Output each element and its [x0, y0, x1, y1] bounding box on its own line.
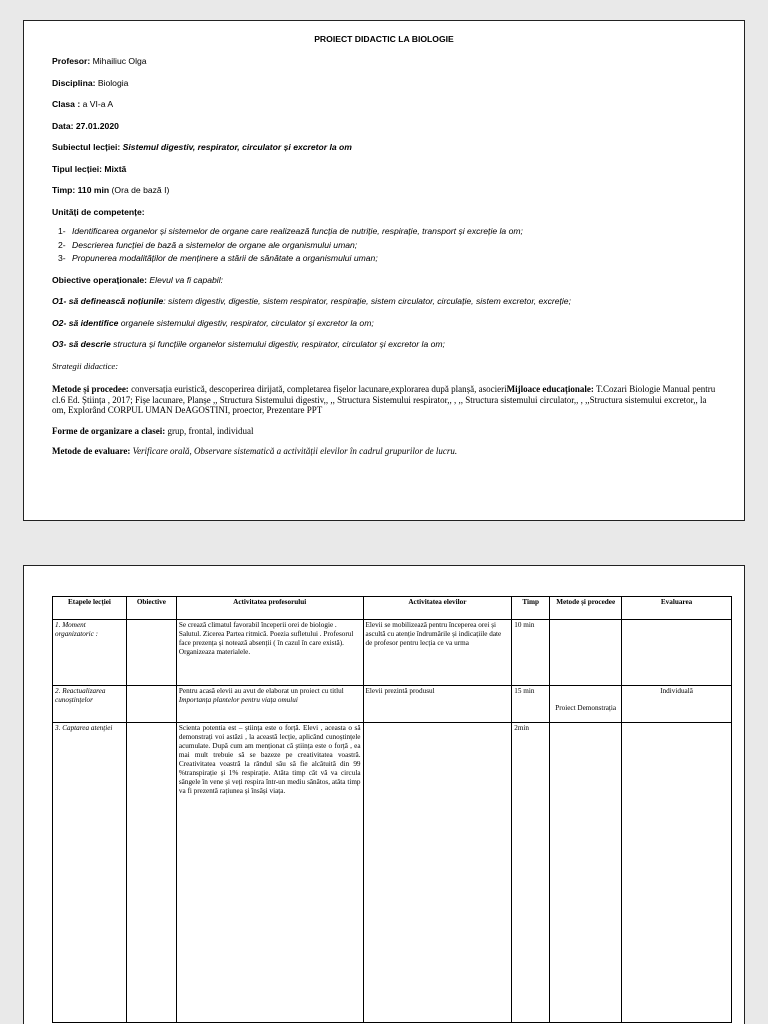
- page-1: [23, 20, 745, 521]
- metode-cell: [550, 620, 622, 686]
- metode-block: [52, 384, 716, 457]
- disciplina-value: Biologia: [95, 77, 129, 88]
- clasa-label: Clasa :: [52, 99, 81, 109]
- tip-value: Mixtă: [101, 163, 127, 174]
- table-header-row: [53, 597, 732, 620]
- obiective-intro: Elevul va fi capabil:: [147, 274, 223, 285]
- tip-line: [52, 164, 716, 186]
- competenta-item: 3- Propunerea modalităților de menținere a stării de sănătate a organismului uman;: [58, 253, 378, 263]
- o2-line: [52, 318, 716, 340]
- strategii-line: Strategii didactice:: [52, 360, 119, 371]
- profesor-value: Mihailiuc Olga: [90, 56, 147, 66]
- obiective-label: Obiective operaționale:: [52, 274, 148, 285]
- obiective-cell: [126, 723, 176, 1023]
- data-label: Data: 27.01.2020: [52, 120, 119, 131]
- column-header: Timp: [512, 597, 550, 620]
- o1-text: : sistem digestiv, digestie, sistem respirator, respirație, sistem circulator, circulație, sistem excretor, excreție;: [163, 296, 571, 306]
- competenta-item: 1- Identificarea organelor și sistemelor de organe care realizează funcția de nutriție, respirație, transport și excreție la om;: [58, 226, 523, 236]
- column-header: Activitatea elevilor: [363, 597, 512, 620]
- clasa-line: [52, 99, 716, 121]
- o3-code: O3- să descrie: [52, 339, 111, 349]
- competente-list: [58, 226, 716, 267]
- subiect-label: Subiectul lecției:: [52, 142, 121, 152]
- column-header: Etapele lecției: [53, 597, 127, 620]
- evaluare-cell: Individuală: [622, 686, 732, 723]
- o3-line: [52, 339, 716, 361]
- column-header: Obiective: [126, 597, 176, 620]
- evaluare-cell: [622, 723, 732, 1023]
- subiect-value: Sistemul digestiv, respirator, circulator și excretor la om: [120, 142, 352, 152]
- metode-paragraph: Metode și procedee: conversația euristică, descoperirea dirijată, completarea fișelor lacunare,explorarea după planșă, asocieriMijloace educaționale: T.Cozari Biologie Manual pentru cl.6 Ed. Știința , 2017; Fișe lacunare, Planșe ,, Structura Sistemului digestiv,, ,, Structura Sistemului respirator,, , ,, Structura sistemului circulator,, , ,,Structura sistemului excretor,, la om, Explorând CORPUL UMAN DeAGOSTINI, proector, Prezentare PPT: [52, 384, 716, 416]
- competenta-item: 2- Descrierea funcției de bază a sistemelor de organe ale organismului uman;: [58, 239, 358, 250]
- timp-cell: 15 min: [512, 686, 550, 723]
- tip-label: Tipul lecției:: [52, 163, 102, 174]
- etapa-cell: 3. Captarea atenției: [53, 723, 127, 1023]
- competente-label: Unități de competențe:: [52, 206, 145, 217]
- data-line: [52, 121, 716, 143]
- o3-text: structura și funcțiile organelor sistemului digestiv, respirator, circulator și excretor la om;: [110, 339, 445, 349]
- o2-text: organele sistemului digestiv, respirator, circulator și excretor la om;: [118, 317, 374, 328]
- obiective-line: [52, 275, 716, 297]
- column-header: Activitatea profesorului: [176, 597, 363, 620]
- profesor-cell: Scienta potentia est – știința este o forță. Elevi , aceasta o să demonstrați voi astăzi , la această lecție, aplicând cunoștințele acumulate. După cum am menționat că știința este o forță , ea mai mult trebuie să se bazeze pe creativitatea voastră. Creativitatea voastră la rândul său să fie alcătuită din 99 %transpirație și 1% respirație. Atâta timp cât vă va circula sângele în vene și veți respira într-un mediu sănătos, atâta timp va fi prezentă rațiunea și însăși viața.: [176, 723, 363, 1023]
- obiective-cell: [126, 620, 176, 686]
- profesor-cell: Pentru acasă elevii au avut de elaborat un proiect cu titlul Importanța plantelor pentru viața omului: [176, 686, 363, 723]
- timp-cell: 10 min: [512, 620, 550, 686]
- column-header: Metode și procedee: [550, 597, 622, 620]
- evaluare-cell: [622, 620, 732, 686]
- o1-code: O1- să definească noțiunile: [52, 296, 164, 306]
- table-row: [53, 723, 732, 1023]
- forme-paragraph: Forme de organizare a clasei: grup, frontal, individual: [52, 425, 254, 436]
- metode-cell: [550, 723, 622, 1023]
- clasa-value: a VI-a A: [80, 99, 114, 109]
- disciplina-line: [52, 78, 716, 100]
- obiective-cell: [126, 686, 176, 723]
- etapa-cell: 2. Reactualizarea cunoștințelor: [53, 686, 127, 723]
- table-row: [53, 686, 732, 723]
- table-row: [53, 620, 732, 686]
- competente-line: [52, 207, 716, 229]
- o2-code: O2- să identifice: [52, 317, 119, 328]
- etapa-cell: 1. Moment organizatoric :: [53, 620, 127, 686]
- o1-line: [52, 296, 716, 318]
- column-header: Evaluarea: [622, 597, 732, 620]
- evaluare-paragraph: Metode de evaluare: Verificare orală, Observare sistematică a activității elevilor în cadrul grupurilor de lucru.: [52, 446, 458, 457]
- profesor-line: [52, 56, 716, 78]
- document-title: PROIECT DIDACTIC LA BIOLOGIE: [314, 34, 454, 44]
- page-2: [23, 565, 745, 1024]
- timp-line: [52, 185, 716, 207]
- profesor-cell: Se crează climatul favorabil începerii orei de biologie . Salutul. Zicerea Partea ritmică. Poezia sufletului . Profesorul face prezența și notează absenții ( în cazul în care există). Organizeaza materialele.: [176, 620, 363, 686]
- elevi-cell: Elevii se mobilizează pentru începerea orei și ascultă cu atenție îndrumările și indicațiile date de profesor pentru lecția ce va urma: [363, 620, 512, 686]
- disciplina-label: Disciplina:: [52, 77, 96, 88]
- timp-label: Timp: 110 min: [52, 185, 110, 195]
- timp-cell: 2min: [512, 723, 550, 1023]
- elevi-cell: Elevii prezintă produsul: [363, 686, 512, 723]
- lesson-table: [52, 596, 732, 1023]
- timp-value: (Ora de bază I): [109, 185, 170, 195]
- subiect-line: [52, 142, 716, 164]
- metode-cell: Proiect Demonstrația: [550, 686, 622, 723]
- profesor-label: Profesor:: [52, 56, 91, 66]
- elevi-cell: [363, 723, 512, 1023]
